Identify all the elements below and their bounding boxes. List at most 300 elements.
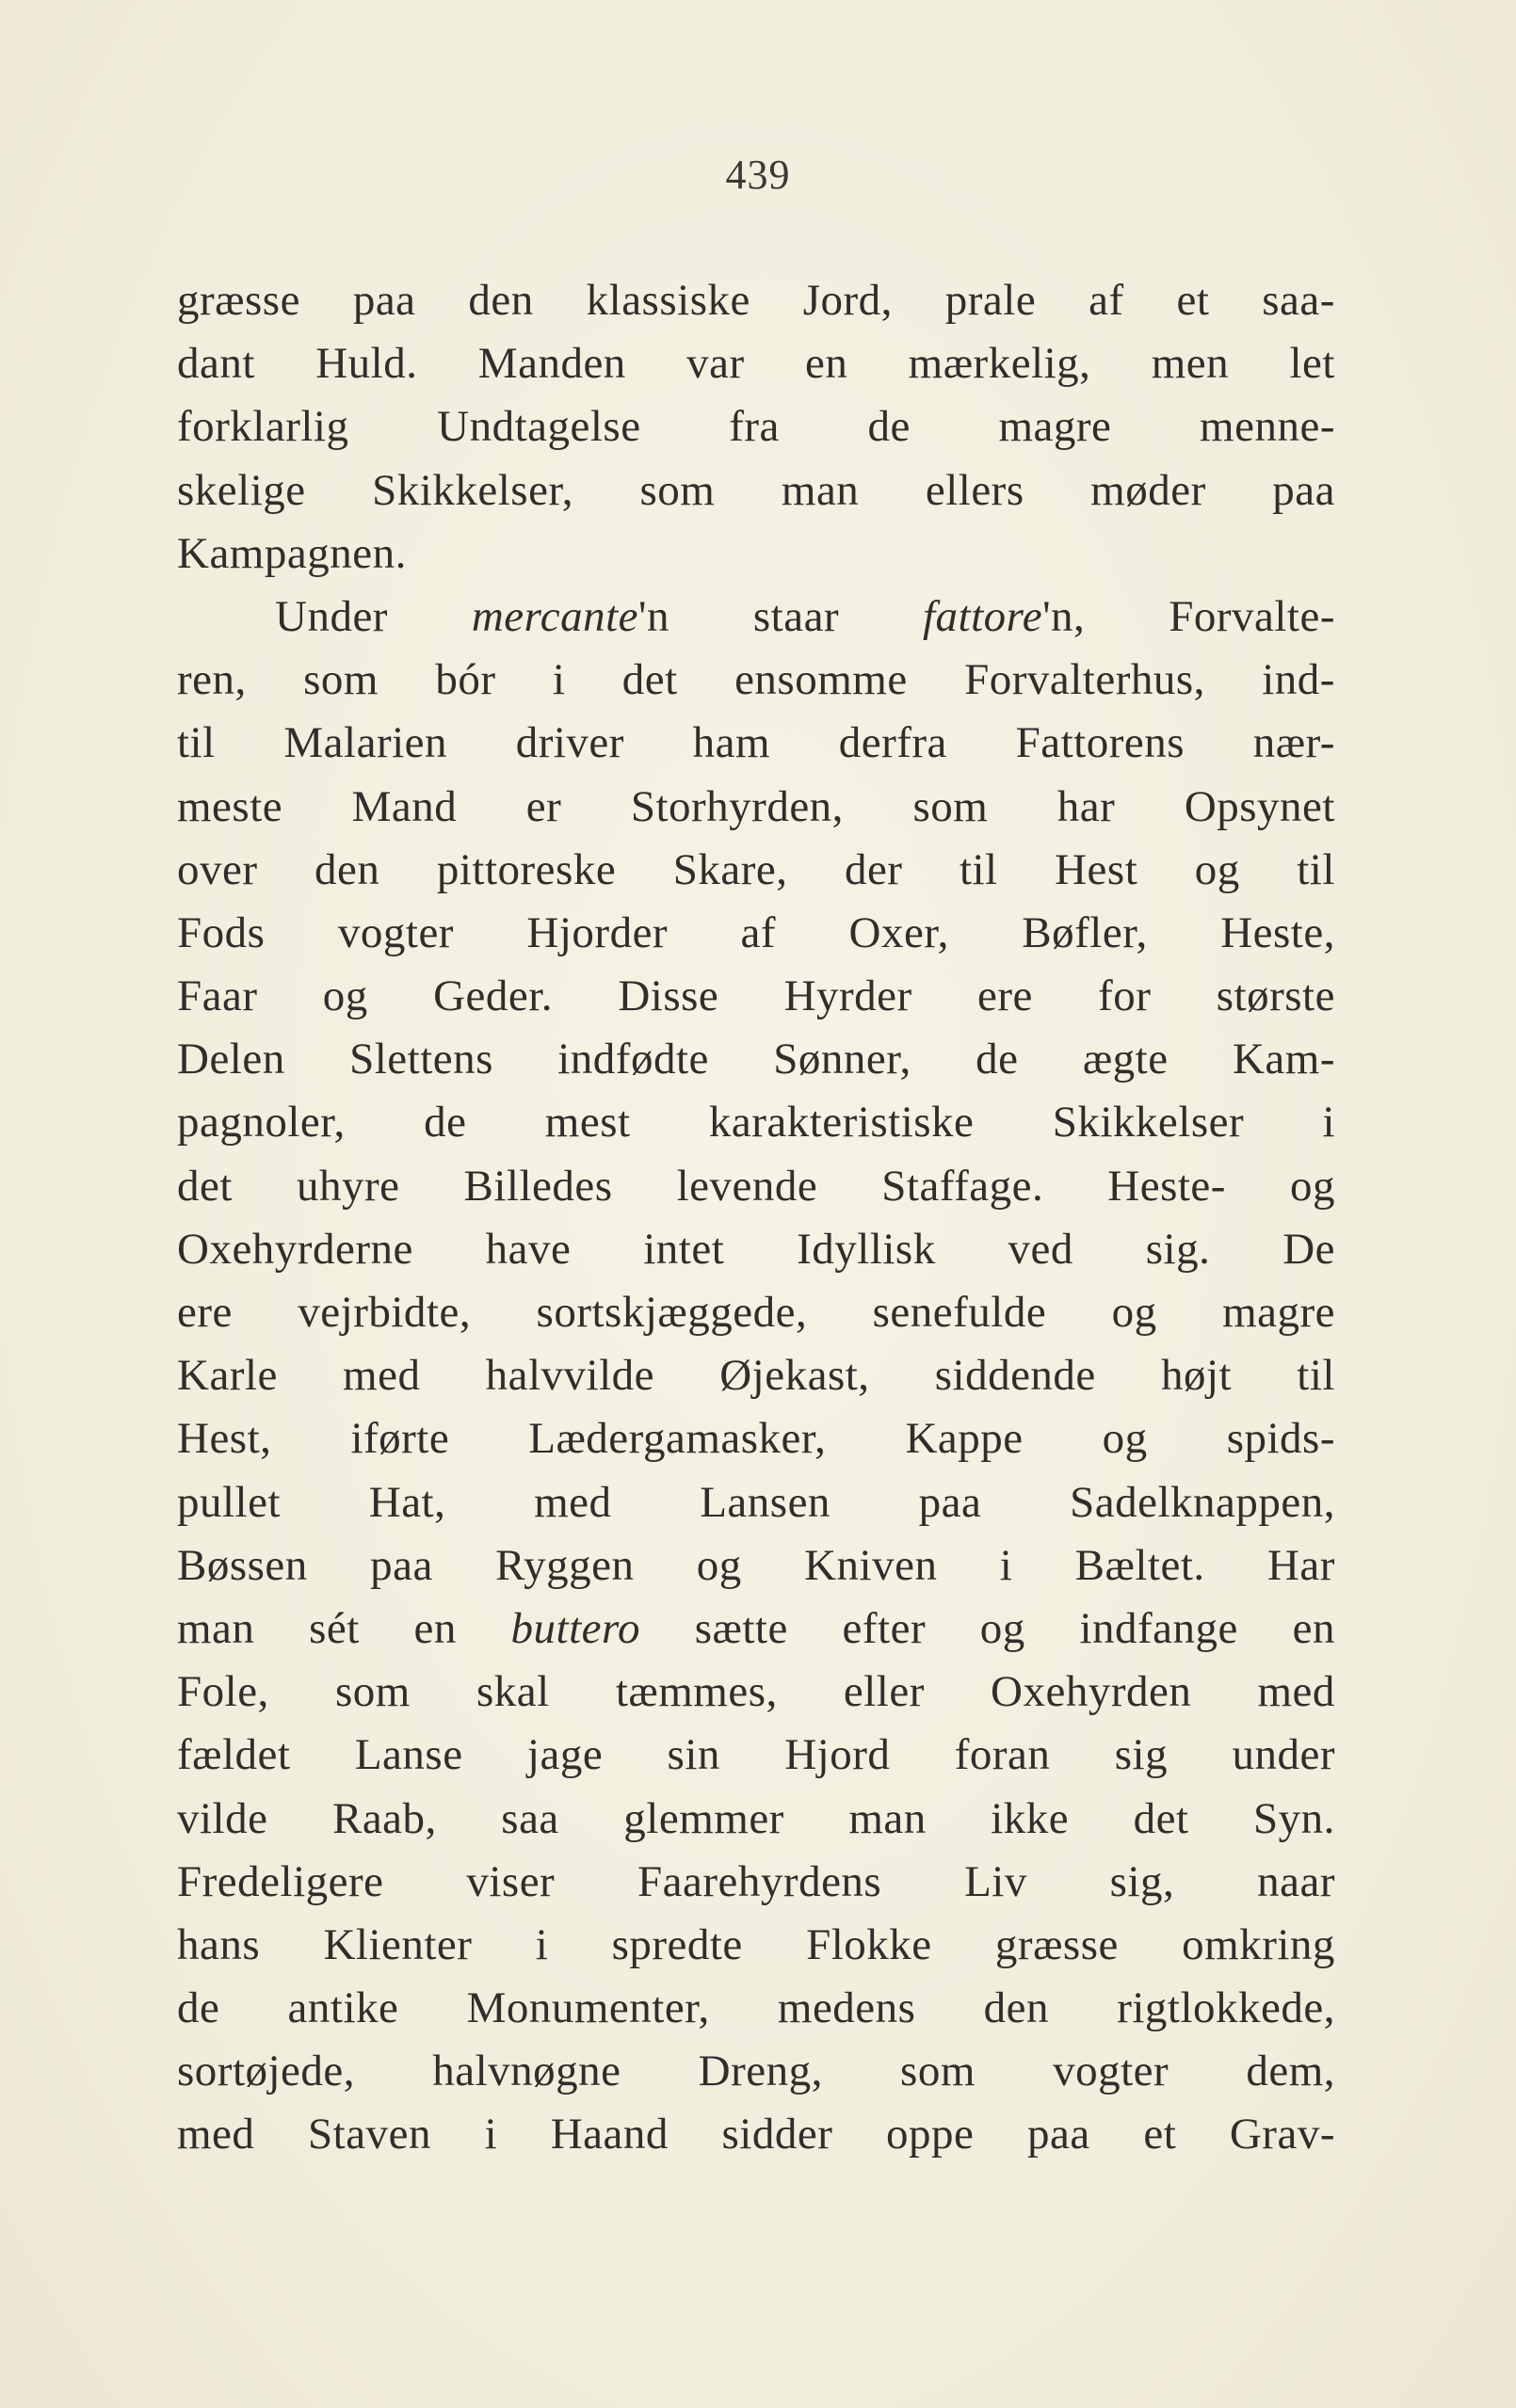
word (673, 839, 788, 902)
text: Faar (177, 971, 258, 1021)
word (177, 1851, 384, 1914)
word (177, 2103, 254, 2166)
text: mærkelig, (908, 339, 1091, 389)
word (734, 649, 908, 712)
text: møder (1090, 465, 1206, 515)
word (693, 712, 770, 775)
text: sortskjæggede, (536, 1288, 808, 1337)
text: 'n (638, 591, 669, 641)
word (1152, 332, 1229, 395)
word (873, 1281, 1047, 1344)
text: antike (287, 1983, 399, 2033)
text-line (177, 1281, 1335, 1344)
word (177, 1788, 267, 1851)
word (1293, 1597, 1335, 1661)
word (1089, 269, 1124, 332)
text: Skikkelser (1052, 1098, 1245, 1148)
text: fra (729, 402, 780, 452)
word (695, 1597, 788, 1661)
word (1117, 1977, 1335, 2040)
word (1161, 1344, 1232, 1407)
text: de (177, 1983, 220, 2033)
text: har (1056, 781, 1116, 831)
text: Geder. (433, 971, 554, 1021)
text: det (1133, 1793, 1189, 1843)
text: Under (275, 591, 388, 641)
text: Oxehyrden (991, 1667, 1192, 1717)
word (926, 459, 1024, 522)
word (283, 712, 447, 775)
text: Skikkelser, (372, 465, 573, 515)
text: sortøjede, (177, 2047, 356, 2096)
word (1290, 1155, 1335, 1218)
word (308, 2103, 431, 2166)
word (1000, 1534, 1013, 1597)
text: en (804, 339, 848, 389)
text-line (177, 1534, 1335, 1597)
text-line (177, 1788, 1335, 1851)
word (1090, 459, 1206, 522)
text: menne- (1200, 402, 1335, 452)
word (912, 776, 988, 839)
text: sidder (721, 2110, 833, 2159)
text: Hest, (177, 1414, 272, 1464)
text: Bøssen (177, 1540, 308, 1590)
text: pittoreske (436, 844, 617, 894)
text-line (177, 586, 1335, 649)
word (806, 1914, 932, 1977)
text: Øjekast, (719, 1351, 870, 1401)
text: et (1143, 2110, 1177, 2159)
text: fældet (177, 1730, 291, 1780)
word (177, 332, 255, 395)
word (905, 1407, 1023, 1470)
word (177, 712, 216, 775)
word (1053, 2040, 1169, 2103)
word (741, 902, 777, 965)
text: dem, (1246, 2047, 1335, 2096)
word (803, 269, 893, 332)
text: en (413, 1603, 457, 1653)
text: ægte (1082, 1035, 1169, 1084)
text: naar (1257, 1856, 1335, 1906)
word (1195, 839, 1240, 902)
text: Oxer, (848, 907, 949, 957)
text-line (177, 1724, 1335, 1787)
text: Syn. (1253, 1793, 1335, 1843)
word (1297, 1344, 1335, 1407)
word (697, 1534, 742, 1597)
word (643, 1218, 724, 1281)
text: og (1194, 844, 1240, 894)
word (177, 776, 282, 839)
text: Fole, (177, 1667, 269, 1717)
text: halvvilde (485, 1351, 655, 1401)
word (309, 1597, 360, 1661)
word (526, 902, 668, 965)
word (991, 1788, 1069, 1851)
word (177, 269, 300, 332)
word (526, 776, 562, 839)
word (177, 1218, 413, 1281)
text: Manden (477, 339, 626, 389)
word (1258, 1661, 1335, 1724)
text: Delen (177, 1035, 285, 1084)
word (1227, 1407, 1335, 1470)
text: med (1257, 1667, 1335, 1717)
text: foran (954, 1730, 1051, 1780)
text: Monumenter, (466, 1983, 710, 2033)
word (1053, 1091, 1244, 1154)
word (352, 776, 458, 839)
word (1134, 1788, 1189, 1851)
word (177, 395, 349, 458)
word (485, 2103, 498, 2166)
word (528, 1407, 826, 1470)
text: Hjorder (526, 907, 669, 957)
text: Slettens (349, 1035, 493, 1084)
word (729, 395, 780, 458)
text: Jord, (802, 276, 893, 325)
word (177, 1977, 219, 2040)
word (797, 1218, 936, 1281)
text-line (177, 1471, 1335, 1534)
word (980, 1597, 1025, 1661)
word (804, 1534, 937, 1597)
word (700, 1471, 831, 1534)
text: Ryggen (495, 1540, 635, 1590)
text: Opsynet (1184, 781, 1335, 831)
word (1253, 1788, 1335, 1851)
word (288, 1977, 399, 2040)
text: medens (777, 1983, 916, 2033)
word (612, 1914, 743, 1977)
word (1262, 649, 1335, 712)
word (848, 1788, 926, 1851)
text: som (334, 1667, 411, 1717)
text: Heste- (1107, 1161, 1226, 1211)
text: viser (466, 1856, 556, 1906)
word (177, 1534, 308, 1597)
text: i (535, 1919, 549, 1969)
text: græsse (177, 276, 300, 325)
word (177, 1407, 271, 1470)
text-line (177, 1028, 1335, 1091)
text-line (177, 1851, 1335, 1914)
text: i (1322, 1098, 1335, 1148)
text: Bøfler, (1022, 907, 1148, 957)
word (984, 1977, 1049, 2040)
text: for (1098, 971, 1152, 1021)
word (1169, 586, 1335, 649)
text-line (177, 649, 1335, 712)
word (177, 1597, 254, 1661)
word (353, 269, 416, 332)
word (177, 1091, 346, 1154)
text: have (485, 1224, 572, 1274)
text: og (696, 1540, 742, 1590)
word (314, 839, 379, 902)
word (551, 2103, 669, 2166)
word (1110, 1851, 1175, 1914)
word (1143, 2103, 1176, 2166)
word (177, 1028, 285, 1091)
text: i (552, 655, 566, 705)
word (177, 1155, 233, 1218)
word (1267, 1534, 1335, 1597)
text: til (177, 718, 216, 768)
text: paa (352, 276, 416, 325)
text: Kampagnen. (177, 528, 407, 578)
text: Idyllisk (797, 1224, 936, 1274)
word (622, 649, 678, 712)
text: største (1216, 971, 1335, 1021)
word (1282, 1218, 1335, 1281)
text: man (781, 465, 860, 515)
word (1083, 1028, 1169, 1091)
word (1022, 902, 1147, 965)
word (435, 649, 495, 712)
word (976, 1028, 1018, 1091)
word (1079, 1597, 1237, 1661)
word (1008, 1218, 1073, 1281)
word (177, 649, 247, 712)
text: uhyre (296, 1161, 400, 1211)
word (343, 1344, 420, 1407)
text: ensomme (734, 655, 908, 705)
word (315, 332, 417, 395)
word (537, 1281, 808, 1344)
text: de (867, 402, 911, 452)
word (637, 1851, 881, 1914)
word (845, 839, 903, 902)
word (773, 1028, 911, 1091)
word (1217, 965, 1335, 1028)
word (486, 1344, 654, 1407)
text: Liv (964, 1856, 1027, 1906)
text: driver (515, 718, 624, 768)
text: rigtlokkede, (1117, 1983, 1335, 2033)
word (534, 1471, 611, 1534)
word (335, 1661, 411, 1724)
word (782, 459, 859, 522)
word (323, 965, 368, 1028)
text: Skare, (672, 844, 788, 894)
text: 'n, (1042, 591, 1086, 641)
text: Bæltet. (1074, 1540, 1205, 1590)
word (719, 1344, 869, 1407)
word (778, 1977, 916, 2040)
word (1027, 2103, 1090, 2166)
text: som (303, 655, 379, 705)
word (1016, 712, 1185, 775)
text: Karle (177, 1351, 278, 1401)
word (432, 2040, 621, 2103)
text: af (740, 907, 777, 957)
text: bór (435, 655, 496, 705)
text: eller (843, 1667, 925, 1717)
word (960, 839, 998, 902)
text: i (484, 2110, 498, 2159)
text: ind- (1262, 655, 1335, 705)
word (297, 1155, 400, 1218)
text: efter (842, 1603, 927, 1653)
text: derfra (838, 718, 947, 768)
word (472, 586, 669, 649)
text: ved (1008, 1224, 1073, 1274)
word (369, 1471, 446, 1534)
text-line (177, 1218, 1335, 1281)
text-line (177, 1661, 1335, 1724)
word (784, 965, 912, 1028)
word (1115, 1724, 1168, 1787)
text: de (424, 1098, 467, 1148)
text: forklarlig (177, 402, 349, 452)
word (303, 649, 379, 712)
word (350, 1407, 449, 1470)
word (844, 1661, 925, 1724)
word (935, 1344, 1096, 1407)
word (177, 2040, 355, 2103)
text: Dreng, (698, 2047, 823, 2096)
text: Grav- (1229, 2110, 1335, 2159)
text: pullet (177, 1477, 282, 1527)
word (849, 902, 949, 965)
word (839, 712, 947, 775)
text: Hjord (784, 1730, 891, 1780)
text: jage (526, 1730, 604, 1780)
text: Fods (177, 907, 266, 957)
word (177, 1344, 278, 1407)
word (631, 776, 844, 839)
text: sin (667, 1730, 720, 1780)
word (1112, 1281, 1157, 1344)
text: Oxehyrderne (177, 1224, 413, 1274)
word (709, 1091, 975, 1154)
word (881, 1155, 1043, 1218)
text-line (177, 776, 1335, 839)
word (553, 649, 566, 712)
body-text (177, 269, 1335, 2167)
text: vogter (1053, 2047, 1169, 2096)
word (370, 1534, 433, 1597)
word (468, 269, 533, 332)
word (1220, 902, 1335, 965)
text: Hest (1055, 844, 1138, 894)
text: Heste, (1220, 907, 1335, 957)
text: paa (1026, 2110, 1090, 2159)
text: sig. (1145, 1224, 1211, 1274)
word (476, 1661, 550, 1724)
word (177, 1914, 260, 1977)
word (867, 395, 910, 458)
word (1098, 965, 1151, 1028)
text: ikke (991, 1793, 1070, 1843)
word (900, 2040, 976, 2103)
text: magre (998, 402, 1112, 452)
word (668, 1724, 720, 1787)
text: paa (370, 1540, 433, 1590)
text-line (177, 712, 1335, 775)
text: ere (177, 1288, 233, 1337)
word (1107, 1155, 1226, 1218)
word (464, 1155, 613, 1218)
text: levende (676, 1161, 818, 1211)
text: men (1151, 339, 1230, 389)
word (1272, 459, 1335, 522)
word (784, 1724, 890, 1787)
text: iførte (350, 1414, 450, 1464)
text: som (912, 781, 989, 831)
text: man (177, 1603, 255, 1653)
word (323, 1914, 472, 1977)
text: Hat, (368, 1477, 446, 1527)
text: indfødte (557, 1035, 709, 1084)
word (486, 1218, 572, 1281)
text: Har (1266, 1540, 1335, 1590)
text-line (177, 332, 1335, 395)
text: over (177, 844, 258, 894)
text: og (322, 971, 368, 1021)
text: Sadelknappen, (1070, 1477, 1335, 1527)
word (923, 586, 1085, 649)
text: spredte (611, 1919, 743, 1969)
text: vogter (337, 907, 454, 957)
word (1075, 1534, 1205, 1597)
text: i (999, 1540, 1013, 1590)
text-line (177, 1155, 1335, 1218)
text: ellers (925, 465, 1024, 515)
word (919, 1471, 982, 1534)
word (686, 332, 745, 395)
text: halvnøgne (432, 2047, 621, 2096)
word (1200, 395, 1335, 458)
word (372, 459, 573, 522)
word (177, 522, 407, 586)
text: af (1089, 276, 1124, 325)
word (1185, 776, 1335, 839)
text: Disse (618, 971, 719, 1021)
text: med (534, 1477, 612, 1527)
word (805, 332, 847, 395)
text: Staven (308, 2110, 431, 2159)
text-line (177, 965, 1335, 1028)
word (433, 965, 553, 1028)
text: man (848, 1793, 927, 1843)
word (355, 1724, 463, 1787)
word (677, 1155, 818, 1218)
text-line (177, 1091, 1335, 1154)
text: Lædergamasker, (528, 1414, 827, 1464)
text: oppe (886, 2110, 975, 2159)
word (177, 902, 265, 965)
text: pagnoler, (177, 1098, 346, 1148)
text: højt (1160, 1351, 1233, 1401)
word (722, 2103, 833, 2166)
word (536, 1914, 549, 1977)
text: tæmmes, (615, 1667, 778, 1717)
text-line (177, 269, 1335, 332)
word (1246, 2040, 1335, 2103)
text: det (177, 1161, 233, 1211)
word (177, 1724, 290, 1787)
word (991, 1661, 1191, 1724)
word (466, 1851, 555, 1914)
text: til (959, 844, 998, 894)
text: skal (476, 1667, 550, 1717)
text: Hyrder (783, 971, 912, 1021)
text: staar (752, 591, 840, 641)
